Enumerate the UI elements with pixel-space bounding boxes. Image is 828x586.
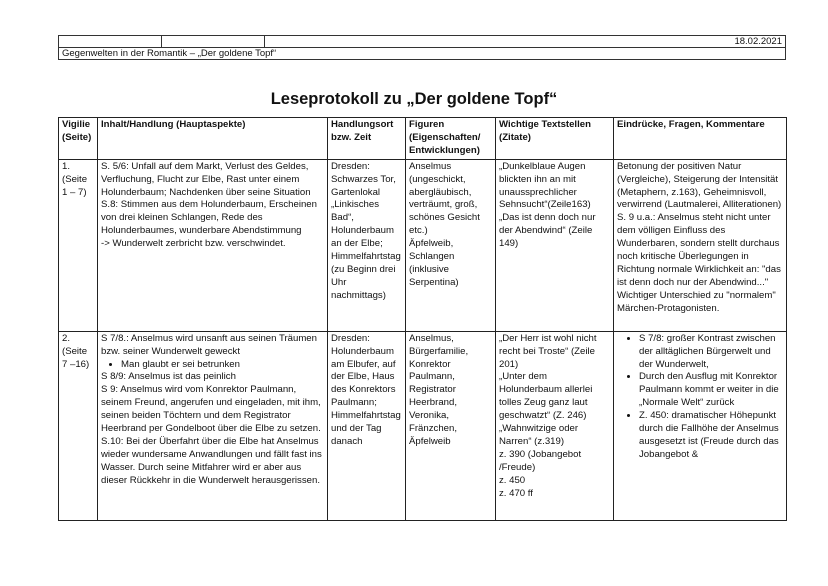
column-header: Vigilie (Seite)	[59, 118, 98, 160]
bullet-list	[101, 359, 324, 372]
column-header: Handlungsort bzw. Zeit	[328, 118, 406, 160]
text-line: S.8: Stimmen aus dem Holunderbaum, Erscheinen von drei kleinen Schlangen, Rede des Holunderbaumes, wunderbare Abendstimmung	[101, 199, 317, 237]
figuren-cell	[406, 159, 496, 331]
vigilie-cell: 1. (Seite 1 – 7)	[59, 159, 98, 331]
ort-cell: Dresden: Holunderbaum am Elbufer, auf der Elbe, Haus des Konrektors Paulmann; Himmelfahrtstag und der Tag danach	[328, 331, 406, 520]
ort-cell: Dresden: Schwarzes Tor, Gartenlokal „Linkisches Bad“, Holunderbaum an der Elbe; Himmelfahrtstag (zu Beginn drei Uhr nachmittags)	[328, 159, 406, 331]
table-row	[59, 159, 787, 331]
text-line: Betonung der positiven Natur (Vergleiche), Steigerung der Intensität (Metaphern, z.163), Geheimnisvoll, verwirrend (Lautmalerei, Alliterationen)	[617, 160, 782, 211]
text-line: Wichtiger Unterschied zu "normalem" Märchen-Protagonisten.	[617, 289, 776, 314]
zitate-cell	[496, 331, 614, 520]
text-line: z. 470 ff	[499, 487, 533, 499]
kommentare-cell	[614, 331, 787, 520]
text-line: S 9: Anselmus wird vom Konrektor Paulmann, seinem Freund, angerufen und eingeladen, mit ihm, seinen beiden Töchtern und dem Registrator Heerbrand per Gondelboot über die Elbe zu setzen.	[101, 384, 321, 435]
reading-log-table	[58, 117, 787, 521]
inhalt-cell	[98, 331, 328, 520]
zitate-cell	[496, 159, 614, 331]
text-line: S. 5/6: Unfall auf dem Markt, Verlust des Geldes, Verfluchung, Flucht zur Elbe, Rast unter einem Holunderbaum; Nachdenken über seine Situation	[101, 160, 311, 198]
page-title: Leseprotokoll zu „Der goldene Topf“	[270, 90, 558, 108]
text-line: z. 450	[499, 474, 526, 486]
text-line: „Unter dem Holunderbaum allerlei tolles Zeug ganz laut geschwatzt“ (Z. 246)	[499, 371, 593, 422]
text-line: S 7/8.: Anselmus wird unsanft aus seinen Träumen bzw. seiner Wunderwelt geweckt	[101, 332, 317, 357]
column-header: Figuren (Eigenschaften/ Entwicklungen)	[406, 118, 496, 160]
text-line: z. 390 (Jobangebot /Freude)	[499, 448, 582, 473]
column-header: Eindrücke, Fragen, Kommentare	[614, 118, 787, 160]
text-line: Äpfelweib, Schlangen (inklusive Serpentina)	[409, 238, 459, 288]
bullet-item: • Man glaubt er sei betrunken	[121, 359, 324, 372]
text-line: „Wahnwitzige oder Narren“ (z.319)	[499, 423, 579, 447]
document-header	[58, 35, 786, 60]
header-cell	[162, 36, 265, 48]
header-cell	[59, 36, 162, 48]
text-line: „Das ist denn doch nur der Abendwind“ (Zeile 149)	[499, 212, 596, 250]
text-line: „Der Herr ist wohl nicht recht bei Troste“ (Zeile 201)	[499, 332, 597, 370]
text-line: S 8/9: Anselmus ist das peinlich	[101, 371, 236, 383]
bullet-list	[617, 333, 783, 462]
subject: Gegenwelten in der Romantik – „Der goldene Topf“	[59, 48, 786, 60]
inhalt-cell	[98, 159, 328, 331]
column-header: Wichtige Textstellen (Zitate)	[496, 118, 614, 160]
table-header-row	[59, 118, 787, 160]
bullet-item: • Durch den Ausflug mit Konrektor Paulmann kommt er weiter in die „Normale Welt“ zurück	[639, 371, 783, 410]
text-line: S.10: Bei der Überfahrt über die Elbe hat Anselmus wieder wundersame Anwandlungen und fällt fast ins Wasser. Durch seine Mitfahrer wird er aber aus dieser Rückkehr in die Wunderwelt herausgerissen.	[101, 435, 322, 486]
figuren-cell: Anselmus, Bürgerfamilie, Konrektor Paulmann, Registrator Heerbrand, Veronika, Fränzchen, Äpfelweib	[406, 331, 496, 520]
text-line: Anselmus (ungeschickt, abergläubisch, verträumt, groß, schönes Gesicht etc.)	[409, 160, 480, 237]
text-line: -> Wunderwelt zerbricht bzw. verschwindet.	[101, 238, 286, 250]
bullet-item: • Z. 450: dramatischer Höhepunkt durch die Fallhöhe der Anselmus ausgesetzt ist (Freude durch das Jobangebot &	[639, 410, 783, 462]
column-header: Inhalt/Handlung (Hauptaspekte)	[98, 118, 328, 160]
text-line: S. 9 u.a.: Anselmus steht nicht unter dem völligen Einfluss des Wunderbaren, sondern stellt durchaus noch kritische Überlegungen in Richtung normale Wirklichkeit an: "das ist denn doch nur der Abendwind..."	[617, 212, 781, 288]
table-row	[59, 331, 787, 520]
kommentare-cell	[614, 159, 787, 331]
vigilie-cell: 2. (Seite 7 –16)	[59, 331, 98, 520]
date: 18.02.2021	[265, 36, 786, 48]
bullet-item: • S 7/8: großer Kontrast zwischen der alltäglichen Bürgerwelt und der Wunderwelt,	[639, 333, 783, 372]
text-line: „Dunkelblaue Augen blickten ihn an mit unaussprechlicher Sehnsucht“(Zeile163)	[499, 160, 591, 211]
